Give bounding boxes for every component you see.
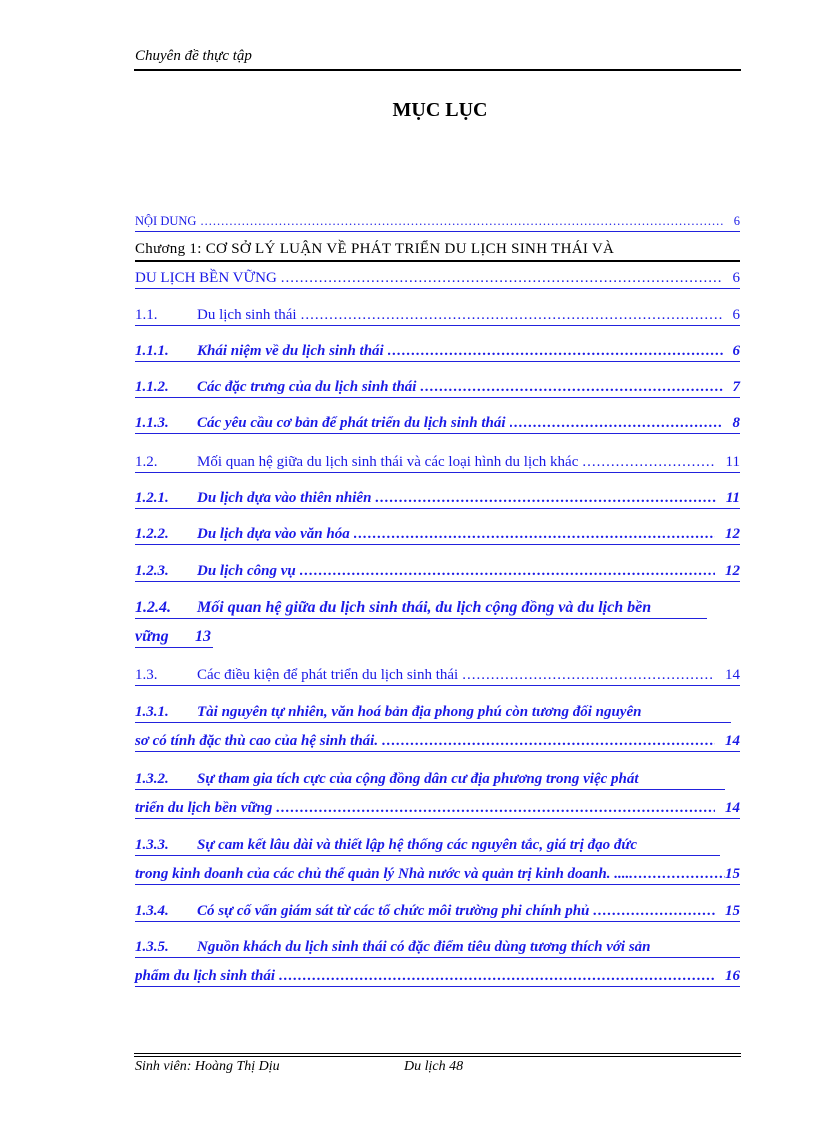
toc-label: Chương 1: CƠ SỞ LÝ LUẬN VỀ PHÁT TRIỂN DU LỊCH SINH THÁI VÀ (135, 241, 615, 257)
toc-number: 1.3.4. (135, 903, 169, 919)
toc-label: Nguồn khách du lịch sinh thái có đặc điểm tiêu dùng tương thích với sản (197, 939, 651, 955)
toc-page: 6 (732, 307, 740, 323)
toc-number: 1.1.1. (135, 343, 169, 359)
footer-class: Du lịch 48 (404, 1059, 464, 1074)
toc-label: Du lịch dựa vào văn hóa (197, 526, 350, 542)
toc-number: 1.3.2. (135, 771, 169, 787)
toc-entry-1-2[interactable] (135, 452, 740, 473)
footer-rule (134, 1053, 741, 1054)
toc-label: Sự cam kết lâu dài và thiết lập hệ thống các nguyên tắc, giá trị đạo đức (197, 837, 638, 853)
toc-entry-1-3-5-line1[interactable] (135, 937, 740, 958)
toc-page: 7 (732, 379, 740, 395)
toc-page: 14 (725, 800, 740, 816)
toc-label: sơ có tính đặc thù cao của hệ sinh thái. (135, 733, 379, 749)
toc-entry-1-2-2[interactable] (135, 524, 740, 545)
toc-label: Các yêu cầu cơ bản để phát triển du lịch sinh thái (197, 415, 506, 431)
toc-number: 1.1. (135, 307, 158, 323)
toc-label: Các điều kiện để phát triển du lịch sinh thái (197, 667, 459, 683)
toc-label: triển du lịch bền vững (135, 800, 273, 816)
toc-number: 1.2. (135, 454, 158, 470)
toc-page: 12 (725, 563, 740, 579)
toc-label: Khái niệm về du lịch sinh thái (197, 343, 384, 359)
toc-number: 1.2.4. (135, 599, 171, 616)
toc-label: Các đặc trưng của du lịch sinh thái (197, 379, 417, 395)
toc-entry-noi-dung[interactable] (135, 211, 740, 232)
toc-entry-1-3-5-line2[interactable] (135, 966, 740, 987)
toc-number: 1.3.1. (135, 704, 169, 720)
chapter-rule (135, 260, 740, 262)
toc-number: 1.1.2. (135, 379, 169, 395)
toc-number: 1.3.5. (135, 939, 169, 955)
toc-entry-1-3-1-line1[interactable] (135, 702, 731, 723)
toc-entry-1-2-4-line2[interactable] (135, 627, 213, 648)
toc-entry-1-1-1[interactable] (135, 341, 740, 362)
toc-label: vững (135, 628, 169, 645)
toc-label: Mối quan hệ giữa du lịch sinh thái và các loại hình du lịch khác (197, 454, 579, 470)
toc-label: Có sự cố vấn giám sát từ các tổ chức môi trường phi chính phủ (197, 903, 590, 919)
toc-entry-1-1-2[interactable] (135, 377, 740, 398)
footer-student: Sinh viên: Hoàng Thị Dịu (135, 1059, 280, 1074)
toc-entry-1-3-3-line1[interactable] (135, 835, 720, 856)
toc-label: Tài nguyên tự nhiên, văn hoá bản địa phong phú còn tương đối nguyên (197, 704, 642, 720)
toc-page: 14 (725, 733, 740, 749)
toc-number: 1.1.3. (135, 415, 169, 431)
toc-entry-1-3-1-line2[interactable] (135, 731, 740, 752)
toc-entry-1-2-3[interactable] (135, 561, 740, 582)
toc-number: 1.3.3. (135, 837, 169, 853)
toc-label: Du lịch sinh thái (197, 307, 297, 323)
toc-entry-1-3-2-line2[interactable] (135, 798, 740, 819)
toc-label: phẩm du lịch sinh thái (135, 968, 276, 984)
toc-page: 6 (732, 343, 740, 359)
toc-page: 8 (732, 415, 740, 431)
toc-page: 16 (725, 968, 740, 984)
page-header: Chuyên đề thực tập (135, 48, 252, 64)
toc-label: Sự tham gia tích cực của cộng đồng dân cư địa phương trong việc phát (197, 771, 639, 787)
toc-page: 12 (725, 526, 740, 542)
toc-page: 14 (725, 667, 740, 683)
page-title: MỤC LỤC (392, 99, 488, 121)
toc-page: 11 (725, 490, 740, 506)
toc-page: 13 (195, 628, 211, 645)
toc-label: NỘI DUNG (135, 214, 197, 228)
toc-page: 15 (725, 903, 740, 919)
toc-number: 1.2.2. (135, 526, 169, 542)
toc-label: DU LỊCH BỀN VỮNG (135, 270, 277, 286)
toc-entry-1-3-4[interactable] (135, 901, 740, 922)
toc-entry-1-1-3[interactable] (135, 413, 740, 434)
toc-entry-1-1[interactable] (135, 305, 740, 326)
toc-page: 15 (725, 866, 740, 882)
toc-entry-chuong-1-line2[interactable] (135, 268, 740, 289)
toc-entry-1-3-2-line1[interactable] (135, 769, 725, 790)
header-rule (134, 69, 741, 71)
toc-label: Du lịch dựa vào thiên nhiên (197, 490, 372, 506)
toc-label: Mối quan hệ giữa du lịch sinh thái, du lịch cộng đồng và du lịch bền (197, 599, 652, 616)
toc-entry-1-3[interactable] (135, 665, 740, 686)
toc-label: Du lịch công vụ (197, 563, 296, 579)
toc-number: 1.3. (135, 667, 158, 683)
toc-page: 11 (725, 454, 740, 470)
toc-number: 1.2.3. (135, 563, 169, 579)
toc-page: 6 (733, 214, 740, 228)
toc-entry-1-2-4-line1[interactable] (135, 598, 707, 619)
toc-entry-chuong-1-line1[interactable] (135, 239, 740, 259)
toc-entry-1-2-1[interactable] (135, 488, 740, 509)
toc-page: 6 (732, 270, 740, 286)
footer-rule (134, 1056, 741, 1057)
toc-label: trong kinh doanh của các chủ thể quản lý Nhà nước và quản trị kinh doanh. .... (135, 866, 630, 882)
toc-number: 1.2.1. (135, 490, 169, 506)
toc-entry-1-3-3-line2[interactable] (135, 864, 740, 885)
